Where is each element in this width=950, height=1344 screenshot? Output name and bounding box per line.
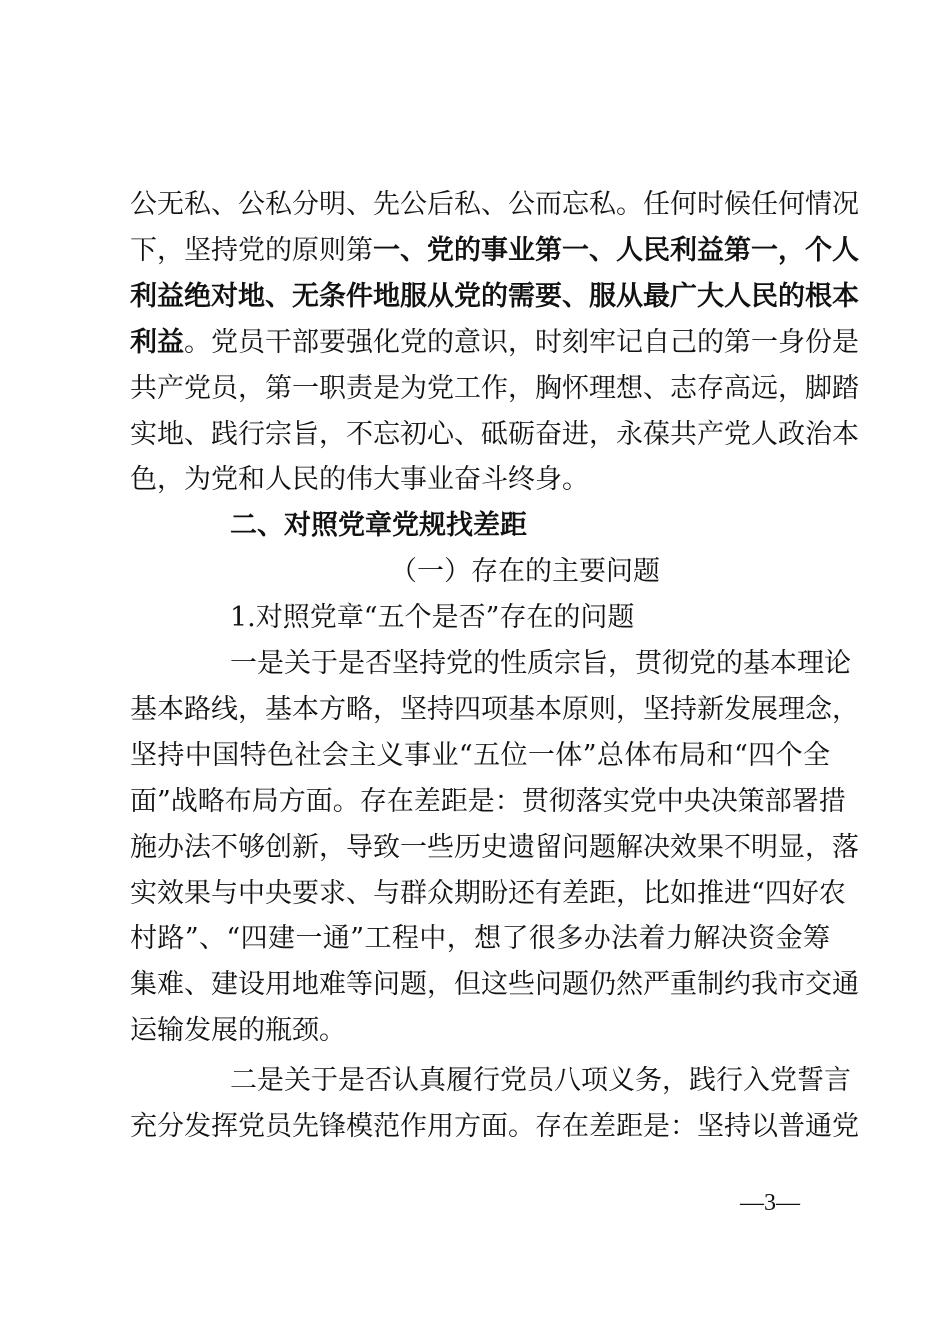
text-line [130,415,859,455]
text-line [230,598,830,638]
bold-text: 一、党的事业第一、人民利益第一，个人 [373,234,859,266]
subsection-heading [390,552,830,592]
bold-text: 利益 [130,326,184,358]
text-segment: 坚持中国特色社会主义事业“五位一体”总体布局和“四个全 [130,739,830,771]
text-segment: 下，坚持党的原则第 [130,234,373,266]
text-line [130,736,830,776]
text-segment: 色，为党和人民的伟大事业奋斗终身。 [130,464,589,496]
text-segment: 运输发展的瓶颈。 [130,1015,346,1047]
text-line [130,231,859,271]
text-line [130,460,830,500]
text-line [230,644,851,684]
text-segment: 1.对照党章“五个是否”存在的问题 [230,602,635,634]
text-line [130,1107,859,1147]
text-line [130,965,859,1005]
text-line [130,919,830,959]
text-segment: 共产党员，第一职责是为党工作，胸怀理想、志存高远，脚踏 [130,372,859,404]
text-line [130,1011,830,1051]
text-segment: 二是关于是否认真履行党员八项义务，践行入党誓言 [230,1065,851,1097]
text-segment: 基本路线，基本方略，坚持四项基本原则，坚持新发展理念， [130,693,859,725]
text-segment: （一）存在的主要问题 [390,556,660,588]
text-segment: 施办法不够创新，导致一些历史遗留问题解决效果不明显，落 [130,831,859,863]
text-line [130,323,859,363]
text-segment: 充分发挥党员先锋模范作用方面。存在差距是：坚持以普通党 [130,1111,859,1142]
section-heading [230,506,830,546]
text-segment: 实地、践行宗旨，不忘初心、砥砺奋进，永葆共产党人政治本 [130,418,859,450]
text-segment: 公无私、公私分明、先公后私、公而忘私。任何时候任何情况 [130,189,859,220]
text-line [130,185,859,225]
text-segment: 集难、建设用地难等问题，但这些问题仍然严重制约我市交通 [130,969,859,1001]
text-line [130,369,859,409]
text-line [130,690,859,730]
bold-text: 二、对照党章党规找差距 [230,510,527,542]
text-segment: 。党员干部要强化党的意识，时刻牢记自己的第一身份是 [184,326,859,358]
text-segment: 村路”、“四建一通”工程中，想了很多办法着力解决资金筹 [130,923,830,955]
text-segment: 面”战略布局方面。存在差距是：贯彻落实党中央决策部署措 [130,785,846,817]
text-line [130,828,859,868]
text-line [230,1061,851,1101]
text-line [130,782,846,822]
page-number: —3— [740,1190,800,1216]
text-line [130,874,846,914]
text-segment: 一是关于是否坚持党的性质宗旨，贯彻党的基本理论 [230,648,851,679]
text-segment: 实效果与中央要求、与群众期盼还有差距，比如推进“四好农 [130,877,846,909]
bold-text: 利益绝对地、无条件地服从党的需要、服从最广大人民的根本 [130,280,859,312]
text-line [130,277,859,317]
